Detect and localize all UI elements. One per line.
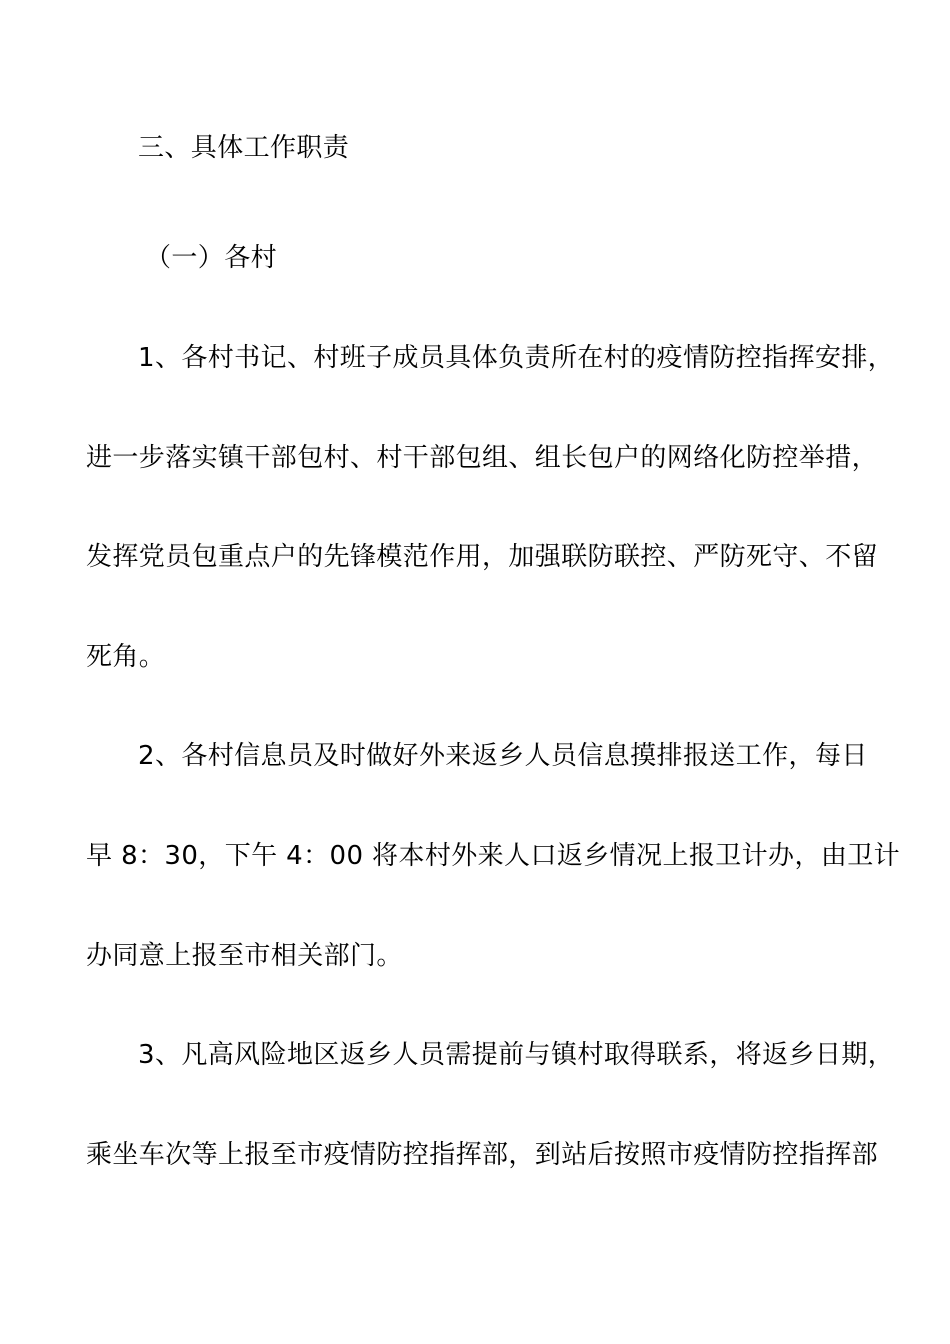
paragraph-1-line-2: 进一步落实镇干部包村、村干部包组、组长包户的网络化防控举措， — [86, 443, 879, 473]
section-heading: 三、具体工作职责 — [138, 133, 350, 163]
paragraph-2-line-1: 2、各村信息员及时做好外来返乡人员信息摸排报送工作，每日 — [138, 741, 868, 771]
paragraph-1-line-1: 1、各村书记、村班子成员具体负责所在村的疫情防控指挥安排， — [138, 343, 895, 373]
paragraph-2-line-2: 早 8：30，下午 4：00 将本村外来人口返乡情况上报卫计办，由卫计 — [86, 841, 901, 871]
paragraph-1-line-3: 发挥党员包重点户的先锋模范作用，加强联防联控、严防死守、不留 — [86, 542, 879, 572]
paragraph-3-line-2: 乘坐车次等上报至市疫情防控指挥部，到站后按照市疫情防控指挥部 — [86, 1140, 879, 1170]
paragraph-2-line-3: 办同意上报至市相关部门。 — [86, 941, 403, 971]
subsection-heading: （一）各村 — [145, 243, 278, 273]
paragraph-3-line-1: 3、凡高风险地区返乡人员需提前与镇村取得联系，将返乡日期， — [138, 1040, 895, 1070]
paragraph-1-line-4: 死角。 — [86, 642, 166, 672]
